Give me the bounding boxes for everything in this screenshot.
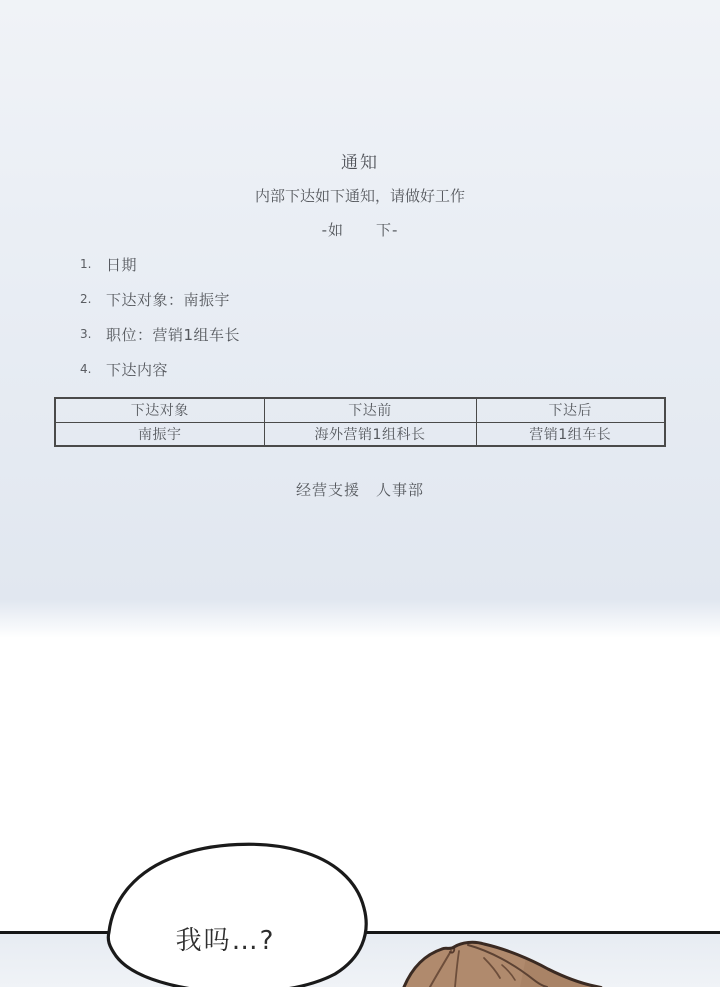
table-header-cell: 下达后 [476, 398, 665, 422]
list-item-number: 1. [80, 257, 92, 271]
character-head-illustration [398, 938, 632, 987]
list-item-text: 职位：营销1组车长 [106, 326, 241, 344]
list-item-text: 下达对象：南振宇 [106, 291, 231, 309]
table-cell: 南振宇 [55, 422, 264, 446]
notice-list-item [80, 359, 640, 394]
list-item-number: 3. [80, 327, 92, 341]
notice-signature: 经营支援 人事部 [295, 481, 424, 499]
speech-bubble-text: 我吗…? [175, 926, 276, 956]
list-item-text: 下达内容 [106, 361, 169, 379]
list-item-number: 2. [80, 292, 92, 306]
notice-table [54, 397, 666, 447]
table-header-cell: 下达对象 [55, 398, 264, 422]
notice-title: 通知 [341, 153, 379, 173]
speech-bubble-shape [93, 836, 385, 987]
list-item-text: 日期 [106, 256, 138, 274]
notice-list [80, 254, 640, 394]
speech-bubble [93, 836, 385, 987]
table-cell: 海外营销1组科长 [264, 422, 476, 446]
list-item-number: 4. [80, 362, 92, 376]
notice-as-follows: -如 下- [321, 221, 399, 239]
notice-list-item [80, 324, 640, 359]
bubble-outline [108, 844, 366, 987]
table-header-row [55, 398, 665, 422]
notice-intro: 内部下达如下通知，请做好工作 [254, 187, 465, 205]
notice-list-item [80, 289, 640, 324]
notice-list-item [80, 254, 640, 289]
table-cell: 营销1组车长 [476, 422, 665, 446]
table-header-cell: 下达前 [264, 398, 476, 422]
character-head-svg [398, 938, 632, 987]
table-row [55, 422, 665, 446]
